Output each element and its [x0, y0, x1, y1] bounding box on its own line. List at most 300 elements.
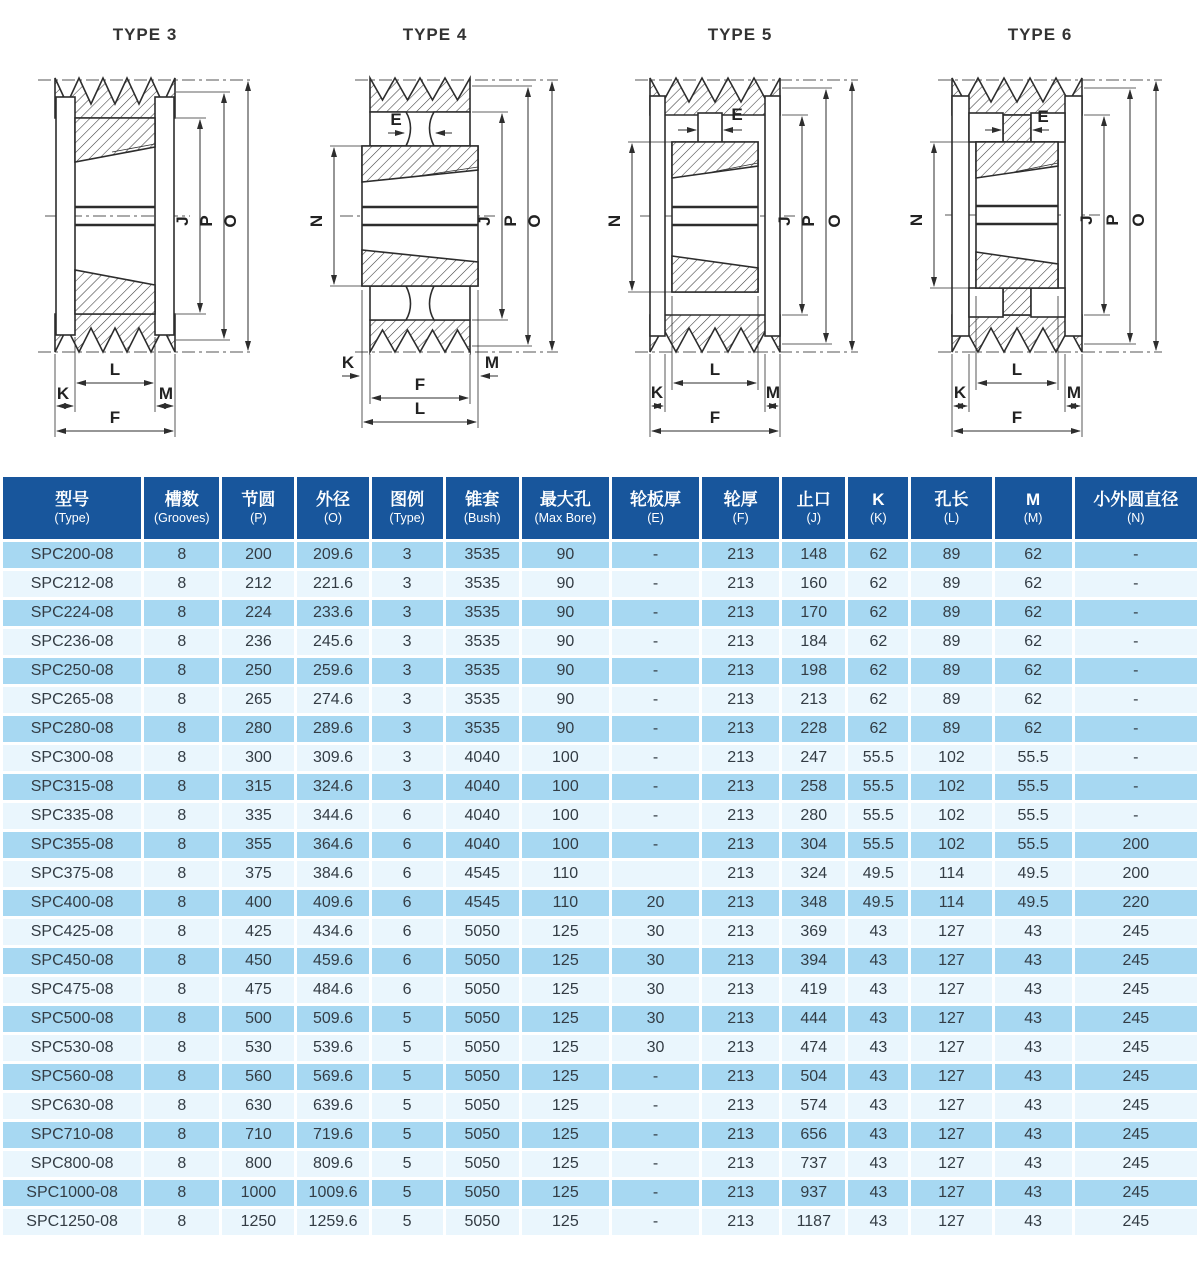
dim-label-p: P	[1103, 214, 1122, 226]
table-cell: 8	[144, 1180, 219, 1206]
table-row	[3, 600, 1197, 626]
table-cell: 304	[782, 832, 845, 858]
table-cell: 1000	[222, 1180, 294, 1206]
column-header-en: (Type)	[54, 511, 90, 525]
table-cell: 630	[222, 1093, 294, 1119]
table-header	[3, 477, 1197, 539]
table-cell: -	[1075, 542, 1197, 568]
table-cell: 245.6	[297, 629, 368, 655]
table-cell: 43	[995, 1180, 1072, 1206]
table-cell: -	[612, 1151, 699, 1177]
table-cell: 8	[144, 745, 219, 771]
column-header-en: (N)	[1127, 511, 1145, 525]
table-cell: 184	[782, 629, 845, 655]
table-cell: 125	[522, 1151, 609, 1177]
table-cell: 259.6	[297, 658, 368, 684]
table-cell: 4040	[446, 803, 519, 829]
table-cell: 55.5	[995, 774, 1072, 800]
table-cell: 8	[144, 977, 219, 1003]
table-cell: -	[612, 600, 699, 626]
table-cell: 639.6	[297, 1093, 368, 1119]
table-cell: 127	[911, 948, 991, 974]
column-header-en: (P)	[250, 511, 267, 525]
table-cell: 213	[702, 861, 779, 887]
table-cell: 55.5	[995, 803, 1072, 829]
table-cell: 5	[372, 1122, 443, 1148]
table-cell: 125	[522, 1209, 609, 1235]
table-row	[3, 1151, 1197, 1177]
table-cell: 62	[848, 571, 908, 597]
table-cell: 213	[702, 1035, 779, 1061]
table-cell: SPC630-08	[3, 1093, 141, 1119]
dim-label-f: F	[709, 408, 721, 427]
dim-label-e: E	[1037, 107, 1049, 126]
column-header-zh: 型号	[55, 489, 90, 509]
table-cell: 3535	[446, 687, 519, 713]
dim-label-k: K	[341, 353, 355, 372]
dim-label-n: N	[307, 214, 326, 228]
table-cell: SPC1250-08	[3, 1209, 141, 1235]
table-cell: 8	[144, 716, 219, 742]
table-cell: 62	[995, 629, 1072, 655]
table-cell: 504	[782, 1064, 845, 1090]
column-header-zh: 节圆	[241, 489, 276, 509]
type6-drawing	[900, 0, 1200, 460]
table-cell: -	[1075, 571, 1197, 597]
table-row	[3, 542, 1197, 568]
dim-label-f: F	[1011, 408, 1023, 427]
table-cell: -	[1075, 600, 1197, 626]
table-cell: 127	[911, 1093, 991, 1119]
table-cell: -	[612, 1122, 699, 1148]
table-cell: -	[612, 1064, 699, 1090]
dim-label-p: P	[799, 215, 818, 227]
table-cell: 20	[612, 890, 699, 916]
table-cell: 89	[911, 542, 991, 568]
column-header-en: (O)	[323, 511, 343, 525]
type3-drawing	[0, 0, 300, 460]
table-cell: 6	[372, 977, 443, 1003]
table-cell: 3	[372, 600, 443, 626]
column-header-zh: 外径	[316, 489, 351, 509]
table-cell: 4040	[446, 745, 519, 771]
table-cell: 3	[372, 542, 443, 568]
table-cell: 369	[782, 919, 845, 945]
column-header-en: (F)	[732, 511, 749, 525]
table-cell: 344.6	[297, 803, 368, 829]
table-cell: SPC400-08	[3, 890, 141, 916]
dim-label-n: N	[907, 213, 926, 227]
table-cell: 8	[144, 658, 219, 684]
table-cell: 3	[372, 774, 443, 800]
table-cell: SPC335-08	[3, 803, 141, 829]
table-cell: 4040	[446, 832, 519, 858]
table-cell: 62	[995, 571, 1072, 597]
table-cell: 102	[911, 803, 991, 829]
column-header-4	[372, 477, 443, 539]
table-cell: 289.6	[297, 716, 368, 742]
table-cell: -	[612, 1093, 699, 1119]
table-row	[3, 977, 1197, 1003]
table-cell: 213	[702, 745, 779, 771]
table-cell: 49.5	[848, 861, 908, 887]
table-cell: -	[612, 832, 699, 858]
diagram-title-type4: TYPE 4	[402, 25, 468, 44]
table-cell: 425	[222, 919, 294, 945]
table-cell: -	[1075, 774, 1197, 800]
table-row	[3, 1180, 1197, 1206]
table-cell: 434.6	[297, 919, 368, 945]
table-row	[3, 1006, 1197, 1032]
table-cell: -	[612, 542, 699, 568]
table-cell: SPC315-08	[3, 774, 141, 800]
table-cell: 375	[222, 861, 294, 887]
table-cell: 459.6	[297, 948, 368, 974]
table-cell: 213	[702, 571, 779, 597]
table-cell: -	[612, 658, 699, 684]
diagram-type6	[900, 0, 1200, 470]
table-cell: 245	[1075, 1035, 1197, 1061]
table-cell: 90	[522, 571, 609, 597]
column-header-zh: 最大孔	[539, 489, 591, 509]
table-cell: -	[1075, 803, 1197, 829]
dim-label-m: M	[1066, 383, 1082, 402]
table-cell: 55.5	[848, 832, 908, 858]
table-cell: 62	[995, 716, 1072, 742]
table-row	[3, 1064, 1197, 1090]
table-cell: 8	[144, 919, 219, 945]
table-cell: 5	[372, 1093, 443, 1119]
table-cell: -	[612, 629, 699, 655]
column-header-zh: 轮厚	[723, 489, 758, 509]
table-cell: SPC800-08	[3, 1151, 141, 1177]
table-cell: 5	[372, 1006, 443, 1032]
table-cell: 213	[702, 1006, 779, 1032]
table-cell: 125	[522, 919, 609, 945]
table-cell: 475	[222, 977, 294, 1003]
table-cell: 213	[702, 1093, 779, 1119]
table-cell: 3	[372, 658, 443, 684]
dim-label-l: L	[709, 360, 721, 379]
table-cell: 450	[222, 948, 294, 974]
table-cell: 213	[702, 1209, 779, 1235]
table-cell: 89	[911, 571, 991, 597]
table-cell: 265	[222, 687, 294, 713]
diagram-type3	[0, 0, 300, 470]
table-cell: 213	[702, 803, 779, 829]
table-cell: 539.6	[297, 1035, 368, 1061]
table-cell: 89	[911, 687, 991, 713]
dim-label-j: J	[775, 216, 794, 226]
diagram-title-type5: TYPE 5	[707, 25, 773, 44]
table-cell: 5	[372, 1064, 443, 1090]
column-header-2	[222, 477, 294, 539]
table-cell: 8	[144, 1035, 219, 1061]
table-cell: 1187	[782, 1209, 845, 1235]
table-cell: 62	[848, 687, 908, 713]
table-cell: 8	[144, 803, 219, 829]
table-cell: SPC280-08	[3, 716, 141, 742]
table-cell: 8	[144, 948, 219, 974]
table-cell: -	[612, 571, 699, 597]
table-cell: 200	[1075, 861, 1197, 887]
type5-drawing	[600, 0, 900, 460]
table-cell: 348	[782, 890, 845, 916]
column-header-zh: 止口	[796, 489, 831, 509]
table-cell: 213	[702, 948, 779, 974]
table-cell: 110	[522, 890, 609, 916]
column-header-en: (L)	[943, 511, 960, 525]
table-cell	[612, 861, 699, 887]
table-cell: 560	[222, 1064, 294, 1090]
dim-label-o: O	[825, 214, 844, 228]
table-cell: 569.6	[297, 1064, 368, 1090]
table-cell: 43	[995, 948, 1072, 974]
table-cell: 3535	[446, 716, 519, 742]
table-cell: 8	[144, 1209, 219, 1235]
table-cell: 43	[995, 1035, 1072, 1061]
table-cell: 213	[702, 1151, 779, 1177]
column-header-5	[446, 477, 519, 539]
table-row	[3, 832, 1197, 858]
table-cell: 355	[222, 832, 294, 858]
table-cell: 5	[372, 1151, 443, 1177]
column-header-zh: 轮板厚	[630, 489, 682, 509]
table-cell: -	[612, 716, 699, 742]
table-cell: 102	[911, 832, 991, 858]
table-cell: 937	[782, 1180, 845, 1206]
dim-label-l: L	[109, 360, 121, 379]
table-cell: -	[1075, 687, 1197, 713]
table-cell: 43	[995, 919, 1072, 945]
table-cell: SPC265-08	[3, 687, 141, 713]
table-cell: SPC560-08	[3, 1064, 141, 1090]
table-cell: 62	[848, 629, 908, 655]
table-cell: 62	[848, 658, 908, 684]
column-header-zh: 图例	[390, 489, 425, 509]
table-cell: 335	[222, 803, 294, 829]
table-cell: 245	[1075, 1209, 1197, 1235]
table-cell: 5050	[446, 919, 519, 945]
column-header-zh: 孔长	[934, 489, 969, 509]
table-cell: 55.5	[848, 774, 908, 800]
table-cell: 209.6	[297, 542, 368, 568]
table-cell: 198	[782, 658, 845, 684]
table-cell: 324	[782, 861, 845, 887]
dim-label-m: M	[765, 383, 781, 402]
column-header-en: (J)	[806, 511, 822, 525]
table-header-row	[3, 477, 1197, 539]
table-cell: 127	[911, 1006, 991, 1032]
table-cell: 30	[612, 977, 699, 1003]
dim-label-f: F	[109, 408, 121, 427]
table-cell: 55.5	[995, 745, 1072, 771]
diagram-type5	[600, 0, 900, 470]
table-cell: -	[1075, 745, 1197, 771]
table-cell: 102	[911, 774, 991, 800]
table-cell: 89	[911, 658, 991, 684]
table-cell: 8	[144, 832, 219, 858]
table-cell: 574	[782, 1093, 845, 1119]
table-cell: 213	[702, 716, 779, 742]
table-cell: 8	[144, 542, 219, 568]
column-header-en: (E)	[647, 511, 664, 525]
table-cell: 245	[1075, 1180, 1197, 1206]
table-cell: 245	[1075, 1006, 1197, 1032]
table-cell: 43	[995, 1122, 1072, 1148]
table-cell: 127	[911, 1122, 991, 1148]
table-row	[3, 890, 1197, 916]
table-cell: 127	[911, 977, 991, 1003]
table-cell: 221.6	[297, 571, 368, 597]
table-cell: 110	[522, 861, 609, 887]
table-row	[3, 687, 1197, 713]
table-cell: 3535	[446, 542, 519, 568]
table-cell: -	[612, 687, 699, 713]
table-cell: 5050	[446, 1035, 519, 1061]
table-cell: 250	[222, 658, 294, 684]
spec-table	[0, 474, 1200, 1238]
table-cell: 394	[782, 948, 845, 974]
column-header-zh: 锥套	[465, 489, 500, 509]
table-cell: 49.5	[848, 890, 908, 916]
table-cell: 5	[372, 1180, 443, 1206]
dim-label-o: O	[525, 214, 544, 228]
table-cell: 100	[522, 832, 609, 858]
table-cell: 125	[522, 1122, 609, 1148]
table-cell: 1009.6	[297, 1180, 368, 1206]
column-header-9	[782, 477, 845, 539]
dim-label-l: L	[1011, 360, 1023, 379]
table-cell: 3	[372, 571, 443, 597]
table-cell: 30	[612, 1035, 699, 1061]
diagrams-strip	[0, 0, 1200, 470]
table-cell: SPC375-08	[3, 861, 141, 887]
table-cell: 484.6	[297, 977, 368, 1003]
dim-label-l: L	[414, 399, 426, 418]
table-cell: 170	[782, 600, 845, 626]
table-row	[3, 658, 1197, 684]
table-cell: 62	[848, 600, 908, 626]
table-row	[3, 745, 1197, 771]
table-cell: SPC236-08	[3, 629, 141, 655]
table-row	[3, 1122, 1197, 1148]
table-cell: 4545	[446, 861, 519, 887]
column-header-en: (M)	[1023, 511, 1043, 525]
table-cell: 245	[1075, 1151, 1197, 1177]
table-cell: 43	[848, 1093, 908, 1119]
table-cell: 43	[848, 1122, 908, 1148]
table-cell: SPC530-08	[3, 1035, 141, 1061]
table-cell: 3	[372, 745, 443, 771]
table-cell: SPC500-08	[3, 1006, 141, 1032]
table-cell: 213	[702, 1064, 779, 1090]
table-cell: 30	[612, 919, 699, 945]
table-cell: -	[1075, 658, 1197, 684]
table-cell: 49.5	[995, 861, 1072, 887]
table-cell: 43	[848, 1035, 908, 1061]
table-cell: 114	[911, 890, 991, 916]
table-row	[3, 1093, 1197, 1119]
dim-label-k: K	[650, 383, 664, 402]
table-row	[3, 919, 1197, 945]
table-cell: SPC425-08	[3, 919, 141, 945]
table-cell: 8	[144, 774, 219, 800]
table-cell: 30	[612, 1006, 699, 1032]
table-cell: 43	[848, 919, 908, 945]
table-cell: 125	[522, 1064, 609, 1090]
table-cell: 737	[782, 1151, 845, 1177]
table-cell: 90	[522, 716, 609, 742]
table-cell: 8	[144, 1122, 219, 1148]
table-cell: 213	[702, 600, 779, 626]
dim-label-m: M	[484, 353, 500, 372]
column-header-zh: 槽数	[164, 489, 199, 509]
table-cell: 3	[372, 629, 443, 655]
dim-label-k: K	[953, 383, 967, 402]
table-cell: 300	[222, 745, 294, 771]
column-header-11	[911, 477, 991, 539]
table-cell: 5	[372, 1035, 443, 1061]
dim-label-e: E	[731, 105, 743, 124]
table-cell: 127	[911, 1209, 991, 1235]
column-header-en: (Type)	[389, 511, 425, 525]
table-cell: 8	[144, 1151, 219, 1177]
table-cell: 125	[522, 977, 609, 1003]
table-cell: 4545	[446, 890, 519, 916]
table-cell: 8	[144, 890, 219, 916]
table-cell: 125	[522, 1035, 609, 1061]
dim-label-j: J	[173, 216, 192, 226]
table-cell: 8	[144, 1006, 219, 1032]
table-cell: 90	[522, 600, 609, 626]
table-cell: 245	[1075, 977, 1197, 1003]
table-row	[3, 1035, 1197, 1061]
table-cell: 62	[848, 542, 908, 568]
table-cell: SPC1000-08	[3, 1180, 141, 1206]
table-cell: 220	[1075, 890, 1197, 916]
table-cell: 228	[782, 716, 845, 742]
table-cell: 656	[782, 1122, 845, 1148]
dim-label-o: O	[221, 214, 240, 228]
table-cell: 200	[222, 542, 294, 568]
table-row	[3, 774, 1197, 800]
table-cell: 160	[782, 571, 845, 597]
column-header-en: (K)	[870, 511, 887, 525]
table-cell: 30	[612, 948, 699, 974]
table-cell: 280	[782, 803, 845, 829]
table-cell: 5050	[446, 1006, 519, 1032]
table-cell: 409.6	[297, 890, 368, 916]
table-row	[3, 1209, 1197, 1235]
column-header-zh: 小外圆直径	[1093, 489, 1179, 509]
table-cell: 3535	[446, 600, 519, 626]
table-cell: 213	[702, 542, 779, 568]
table-cell: 5050	[446, 948, 519, 974]
table-cell: 5050	[446, 1209, 519, 1235]
table-cell: 4040	[446, 774, 519, 800]
column-header-1	[144, 477, 219, 539]
column-header-3	[297, 477, 368, 539]
table-cell: 89	[911, 716, 991, 742]
table-row	[3, 861, 1197, 887]
table-cell: 384.6	[297, 861, 368, 887]
table-cell: 43	[848, 1006, 908, 1032]
table-cell: SPC475-08	[3, 977, 141, 1003]
table-cell: 8	[144, 629, 219, 655]
table-cell: 5050	[446, 1122, 519, 1148]
table-cell: 43	[848, 1064, 908, 1090]
